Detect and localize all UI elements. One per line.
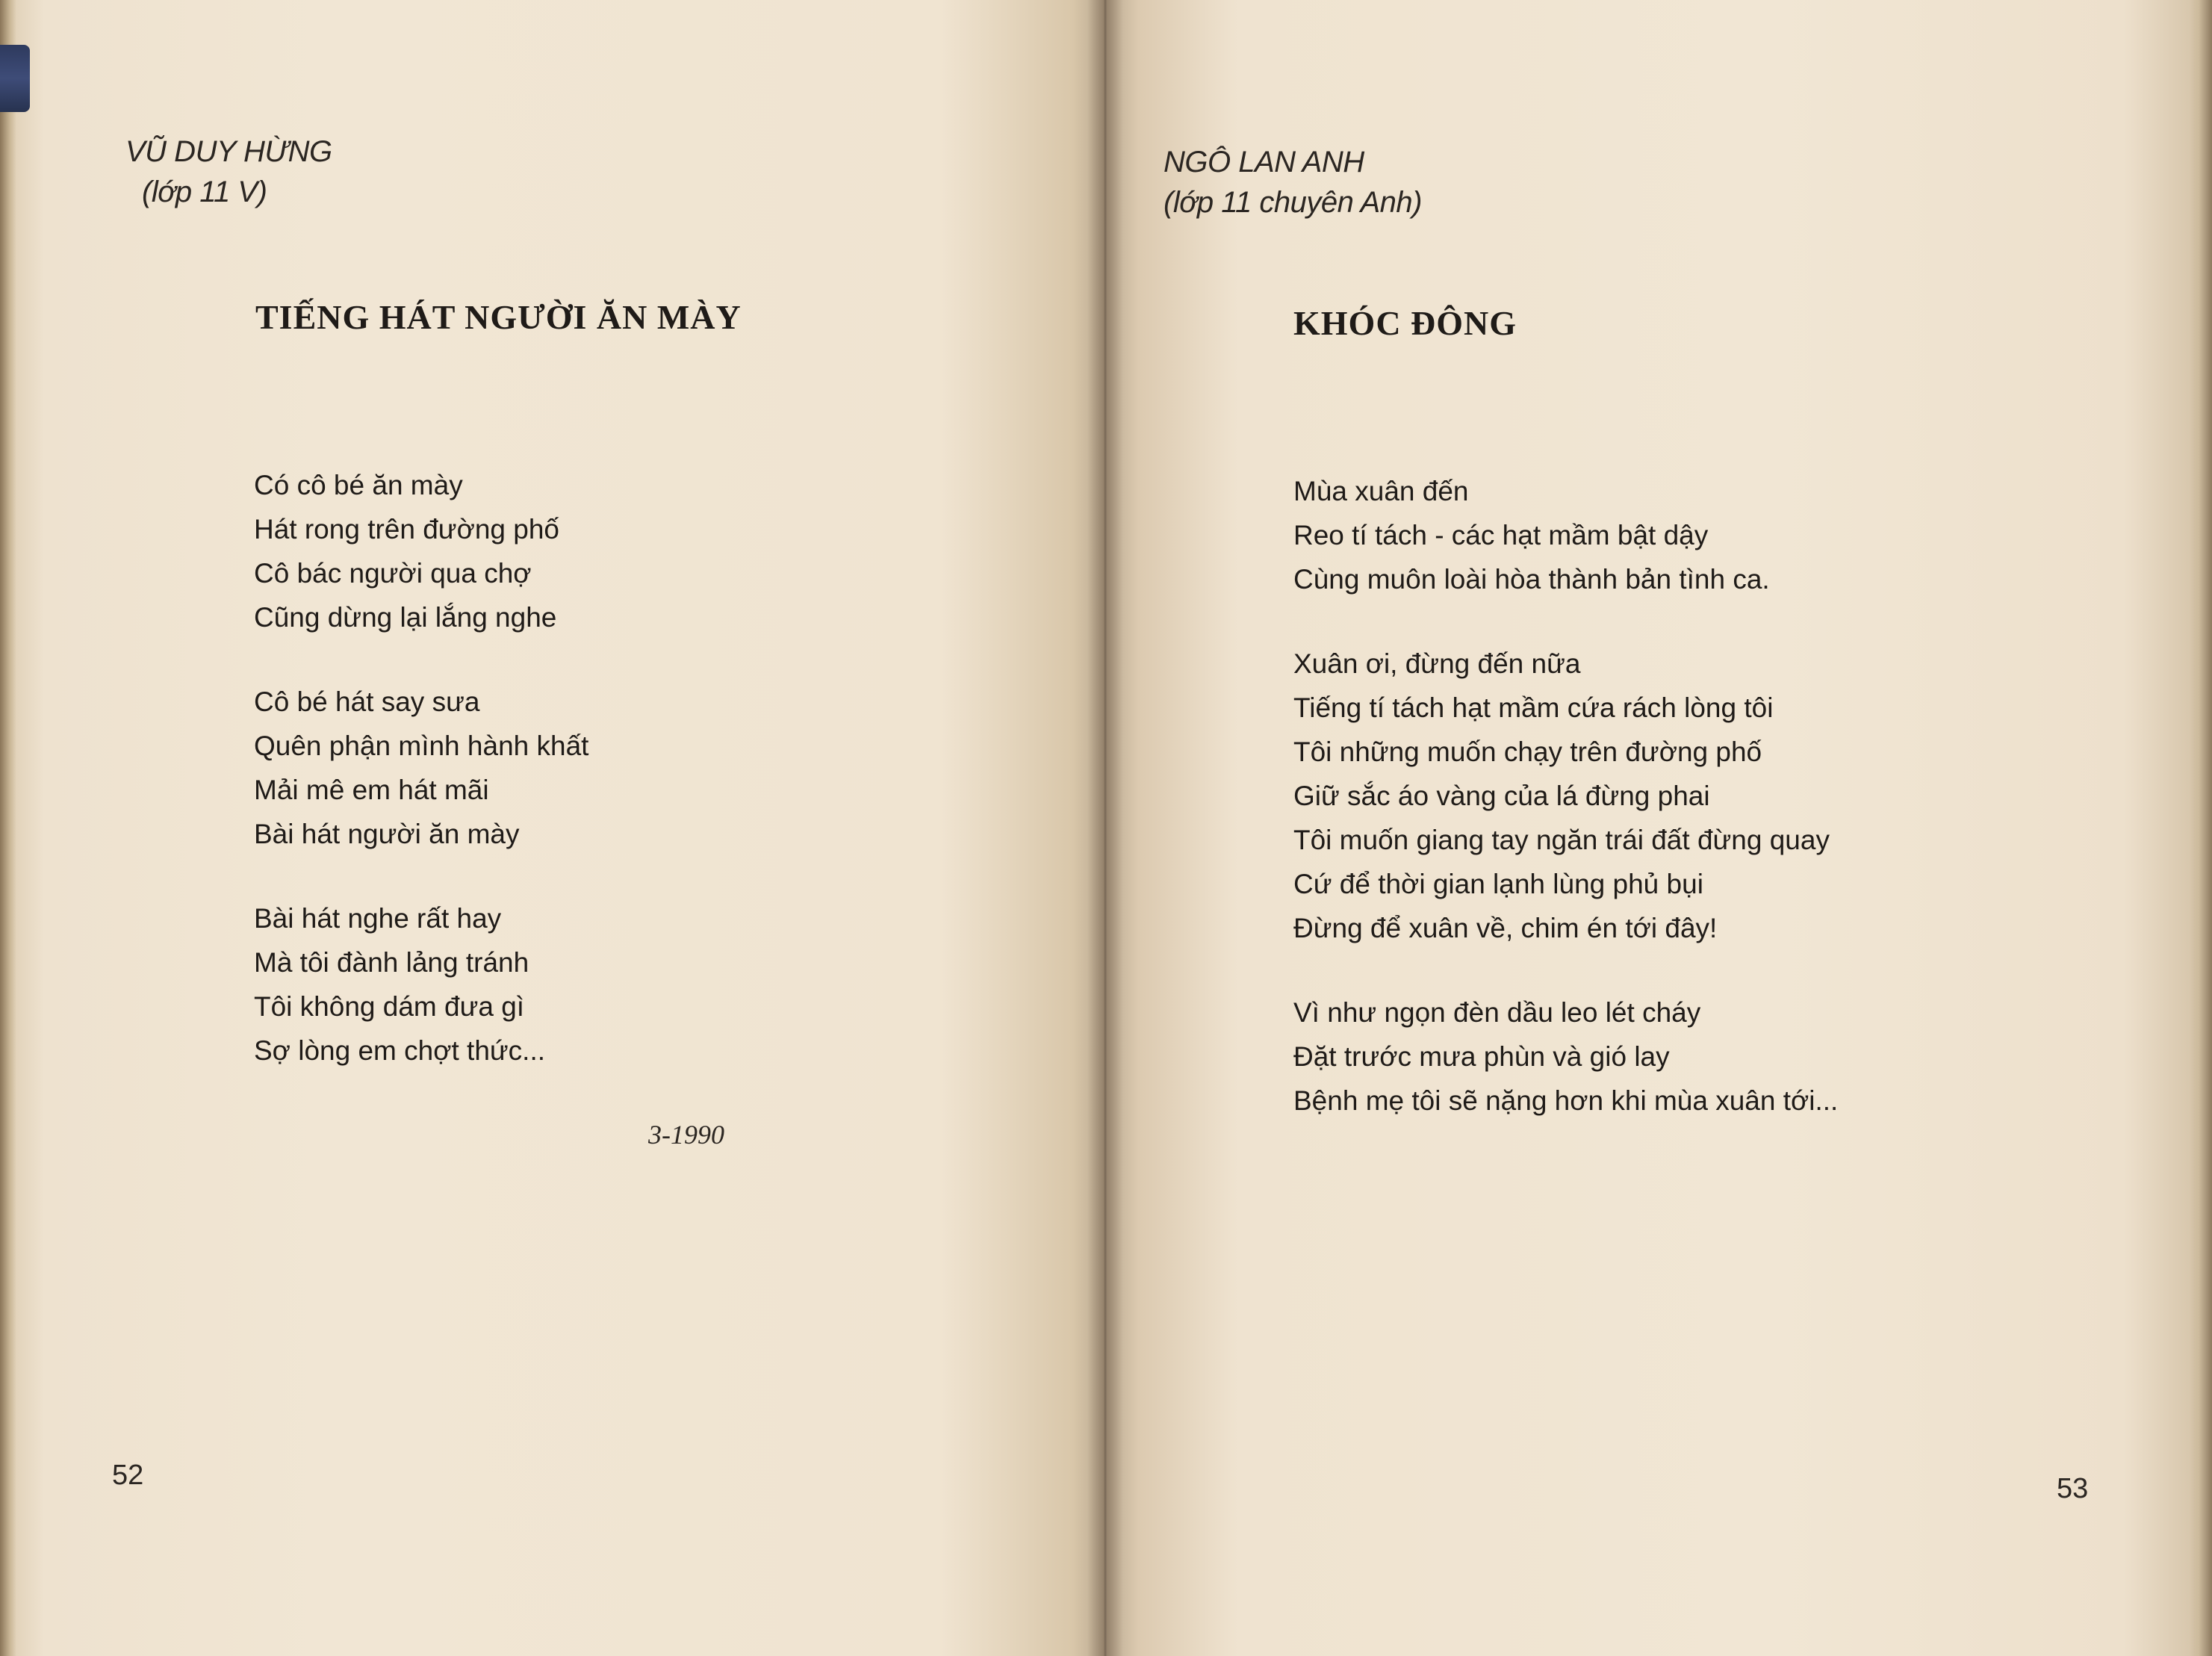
poem-line: Bài hát nghe rất hay (254, 903, 502, 934)
poem-line: Reo tí tách - các hạt mầm bật dậy (1293, 520, 1709, 551)
poem-line: Mùa xuân đến (1293, 476, 1469, 506)
poem-line: Xuân ơi, đừng đến nữa (1293, 648, 1581, 679)
poem-line: Tôi không dám đưa gì (254, 991, 525, 1022)
poem-body (1293, 469, 1838, 1163)
stanza-1 (1293, 469, 1838, 601)
poem-line: Cũng dừng lại lắng nghe (254, 602, 557, 633)
poem-line: Giữ sắc áo vàng của lá đừng phai (1293, 781, 1710, 811)
poem-line: Cứ để thời gian lạnh lùng phủ bụi (1293, 869, 1703, 899)
poem-line: Đặt trước mưa phùn và gió lay (1293, 1041, 1670, 1072)
poem-title: TIẾNG HÁT NGƯỜI ĂN MÀY (255, 298, 742, 336)
author-class-text: (lớp 11 chuyên Anh) (1164, 186, 1422, 219)
book-edge-left (0, 0, 16, 1656)
author-name-text: NGÔ LAN ANH (1164, 146, 1364, 179)
poem-line: Hát rong trên đường phố (254, 514, 560, 545)
poem-line: Bài hát người ăn mày (254, 819, 520, 849)
poem-line: Có cô bé ăn mày (254, 470, 463, 500)
poem-title: KHÓC ĐÔNG (1293, 304, 1517, 342)
author-name (125, 131, 332, 212)
author-name (1164, 142, 1422, 223)
poem-date: 3-1990 (648, 1120, 724, 1150)
poem-line: Đừng để xuân về, chim én tới đây! (1293, 913, 1718, 943)
poem-line: Bệnh mẹ tôi sẽ nặng hơn khi mùa xuân tới... (1293, 1085, 1839, 1116)
poem-line: Tiếng tí tách hạt mầm cứa rách lòng tôi (1293, 692, 1774, 723)
poem-line: Cô bé hát say sưa (254, 686, 480, 717)
stanza-1 (254, 463, 588, 639)
poem-line: Tôi những muốn chạy trên đường phố (1293, 736, 1762, 767)
page-number: 53 (2057, 1473, 2089, 1504)
book-edge-right (2190, 0, 2212, 1656)
poem-line: Quên phận mình hành khất (254, 731, 589, 761)
stanza-3 (254, 896, 588, 1073)
book-gutter (1087, 0, 1123, 1656)
stanza-3 (1293, 990, 1838, 1123)
left-page (0, 0, 1105, 1656)
author-name-text: VŨ DUY HỪNG (125, 135, 332, 168)
poem-line: Mà tôi đành lảng tránh (254, 947, 529, 978)
stanza-2 (1293, 642, 1838, 950)
poem-line: Tôi muốn giang tay ngăn trái đất đừng quay (1293, 825, 1830, 855)
author-class-text: (lớp 11 V) (142, 176, 267, 208)
poem-body (254, 463, 588, 1113)
page-number: 52 (112, 1460, 144, 1491)
right-page (1105, 0, 2212, 1656)
poem-line: Cùng muôn loài hòa thành bản tình ca. (1293, 564, 1770, 595)
poem-line: Vì như ngọn đèn dầu leo lét cháy (1293, 997, 1701, 1028)
poem-line: Cô bác người qua chợ (254, 558, 532, 589)
poem-line: Sợ lòng em chợt thức... (254, 1035, 545, 1066)
bookmark-ribbon-icon (0, 45, 30, 112)
poem-line: Mải mê em hát mãi (254, 775, 489, 805)
stanza-2 (254, 680, 588, 856)
